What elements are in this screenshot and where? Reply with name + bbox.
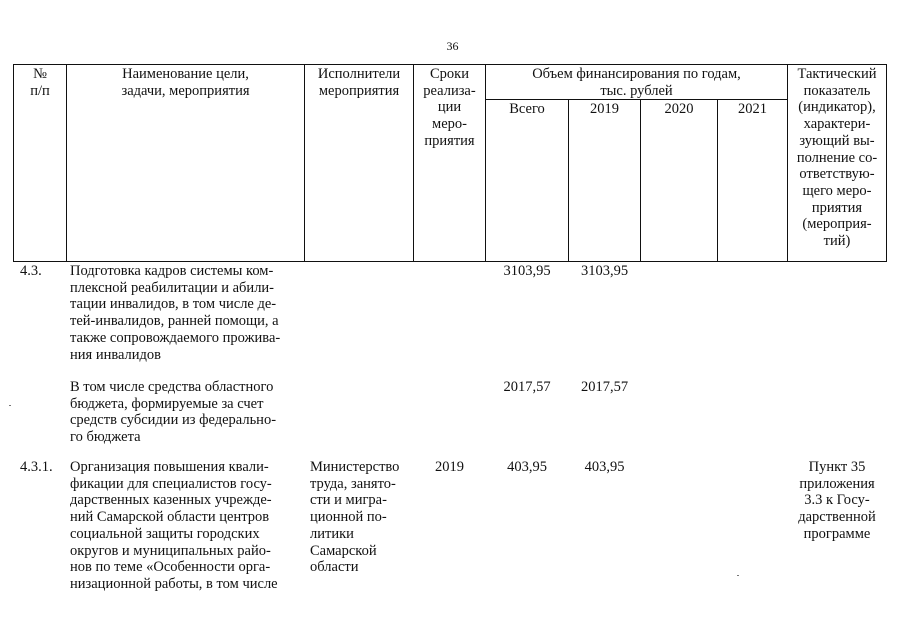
- header-2021: 2021: [738, 101, 767, 117]
- row-total: 2017,57: [503, 379, 551, 395]
- header-terms: Сроки реализа- ции меро- приятия: [423, 66, 476, 149]
- row-2019: 403,95: [584, 459, 625, 475]
- row-terms: 2019: [435, 459, 464, 475]
- row-executors: Министерство труда, занято- сти и мигра- ционной по- литики Самарской области: [310, 459, 400, 576]
- col-border-2021: [717, 99, 718, 261]
- header-num: № п/п: [30, 66, 50, 99]
- header-bottom-border: [13, 261, 887, 262]
- col-border-2020: [640, 99, 641, 261]
- header-executors: Исполнители мероприятия: [317, 66, 401, 99]
- table-top-border: [13, 64, 887, 65]
- row-2019: 3103,95: [580, 263, 629, 279]
- row-name: Организация повышения квали- фикации для специалистов госу- дарственных казенных учрежде- ний Самарской области центров социальной защиты городских округов и муниципальных райо- нов по теме «Особенности орга- низационной работы, в том числе: [70, 459, 278, 592]
- row-name: Подготовка кадров системы ком- плексной реабилитации и абили- тации инвалидов, в том числе де- тей-инвалидов, ранней помощи, а также сопровождаемого прожива- ния инвалидов: [70, 263, 281, 363]
- row-num: 4.3.: [20, 263, 42, 279]
- page-number: 36: [446, 39, 459, 53]
- header-total: Всего: [509, 101, 545, 117]
- row-name: В том числе средства областного бюджета, формируемые за счет средств субсидии из федерально- го бюджета: [70, 379, 277, 446]
- row-2019: 2017,57: [580, 379, 629, 395]
- col-border-2019: [568, 99, 569, 261]
- row-total: 3103,95: [503, 263, 551, 279]
- row-indicator: Пункт 35 приложения 3.3 к Госу- дарственной программе: [798, 459, 876, 542]
- col-border-right: [886, 64, 887, 261]
- scan-speck: [9, 405, 11, 406]
- header-financing: Объем финансирования по годам, тыс. рублей: [532, 66, 741, 99]
- row-num: 4.3.1.: [20, 459, 53, 475]
- row-total: 403,95: [507, 459, 547, 475]
- header-name: Наименование цели, задачи, мероприятия: [121, 66, 250, 99]
- header-2019: 2019: [590, 101, 619, 117]
- header-2020: 2020: [664, 101, 694, 117]
- scan-speck: [737, 575, 739, 576]
- header-indicator: Тактический показатель (индикатор), характери- зующий вы- полнение со- ответствую- щего меро- приятия (мероприя- тий): [796, 66, 878, 250]
